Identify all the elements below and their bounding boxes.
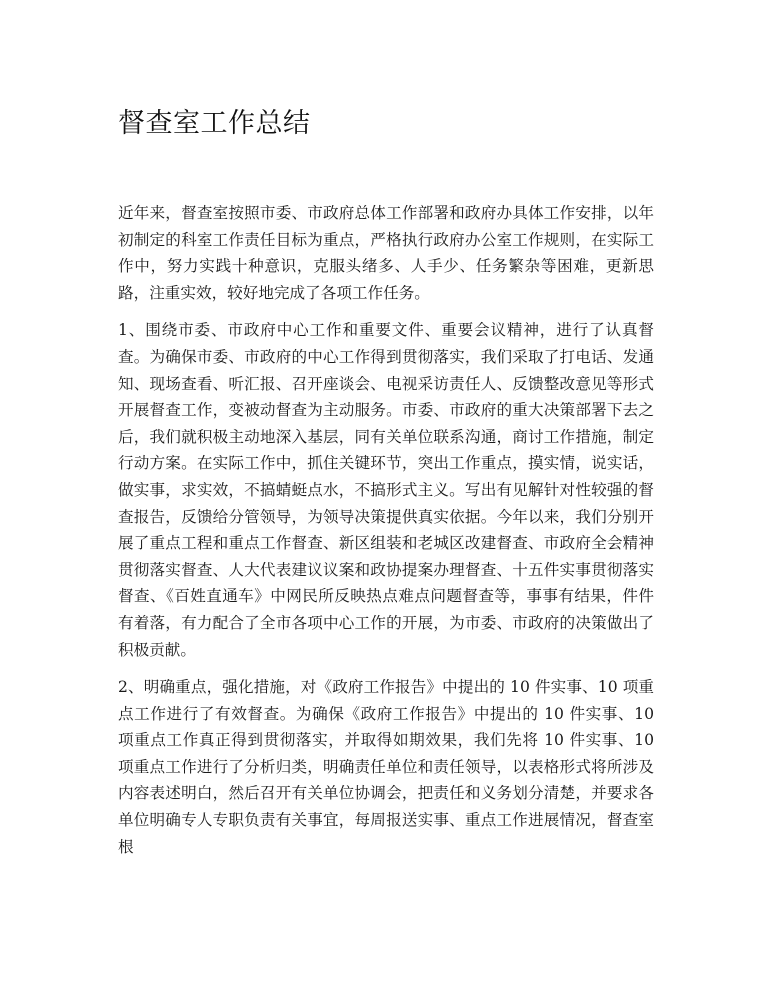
paragraph-intro: 近年来，督查室按照市委、市政府总体工作部署和政府办具体工作安排，以年初制定的科室工作责任目标为重点，严格执行政府办公室工作规则，在实际工作中，努力实践十种意识，克服头绪多、人手少、任务繁杂等困难，更新思路，注重实效，较好地完成了各项工作任务。 [118, 204, 654, 302]
paragraph-section-2: 2、明确重点，强化措施，对《政府工作报告》中提出的 10 件实事、10 项重点工作进行了有效督查。为确保《政府工作报告》中提出的 10 件实事、10 项重点工作真正得到贯彻落实，并取得如期效果，我们先将 10 件实事、10 项重点工作进行了分析归类，明确责任单位和责任领导，以表格形式将所涉及内容表述明白，然后召开有关单位协调会，把责任和义务划分清楚，并要求各单位明确专人专职负责有关事宜，每周报送实事、重点工作进展情况，督查室根 [118, 678, 654, 856]
paragraph-section-1: 1、围绕市委、市政府中心工作和重要文件、重要会议精神，进行了认真督查。为确保市委、市政府的中心工作得到贯彻落实，我们采取了打电话、发通知、现场查看、听汇报、召开座谈会、电视采访责任人、反馈整改意见等形式开展督查工作，变被动督查为主动服务。市委、市政府的重大决策部署下去之后，我们就积极主动地深入基层，同有关单位联系沟通，商讨工作措施，制定行动方案。在实际工作中，抓住关键环节，突出工作重点，摸实情，说实话，做实事，求实效，不搞蜻蜓点水，不搞形式主义。写出有见解针对性较强的督查报告，反馈给分管领导，为领导决策提供真实依据。今年以来，我们分别开展了重点工程和重点工作督查、新区组装和老城区改建督查、市政府全会精神贯彻落实督查、人大代表建议议案和政协提案办理督查、十五件实事贯彻落实督查、《百姓直通车》中网民所反映热点难点问题督查等，事事有结果，件件有着落，有力配合了全市各项中心工作的开展，为市委、市政府的决策做出了积极贡献。 [118, 321, 654, 659]
document-body [118, 200, 654, 871]
document-title: 督查室工作总结 [118, 108, 311, 139]
